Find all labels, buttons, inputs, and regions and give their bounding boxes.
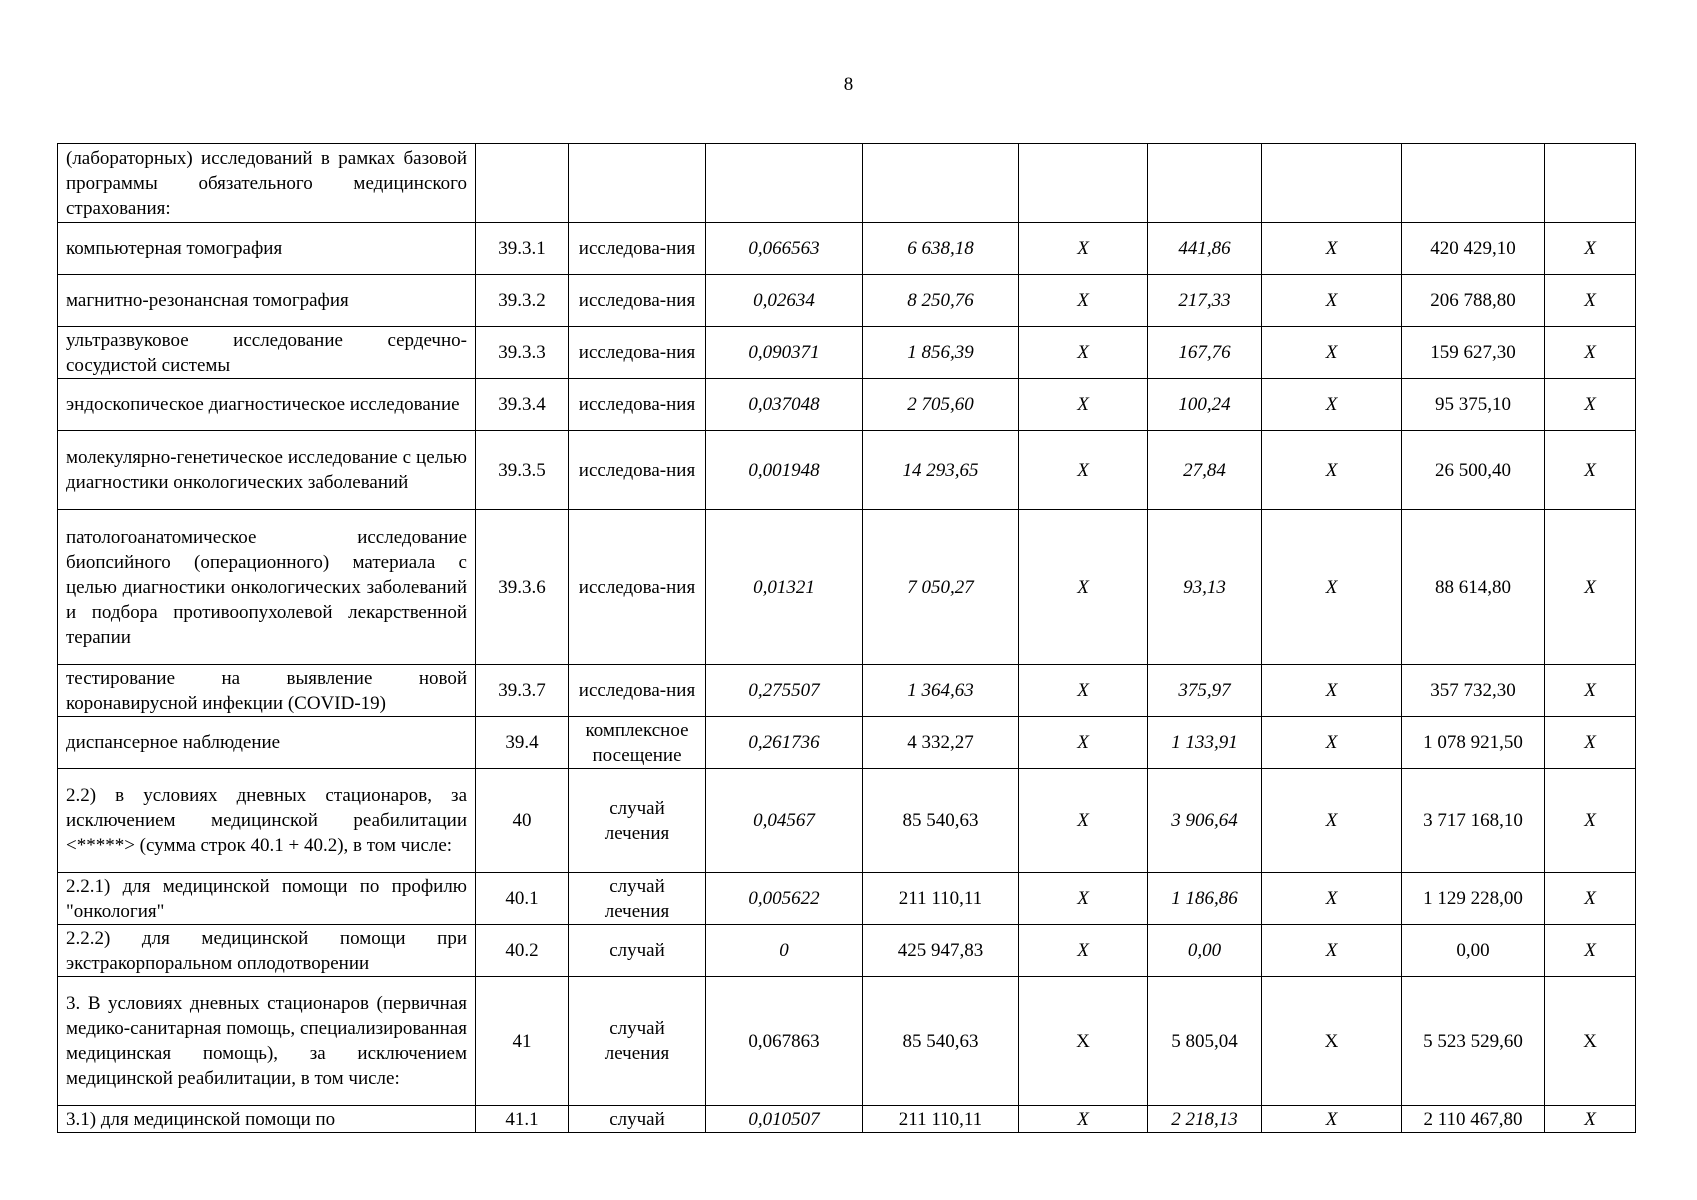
- cell-c6: X: [1019, 925, 1148, 977]
- cell-name: патологоанатомическое исследование биопсийного (операционного) материала с целью диагностики онкологических заболеваний и подбора противоопухолевой лекарственной терапии: [58, 510, 476, 665]
- cell-c9: 88 614,80: [1402, 510, 1545, 665]
- cell-c5: 425 947,83: [863, 925, 1019, 977]
- cell-c9: 3 717 168,10: [1402, 769, 1545, 873]
- cell-c4: 0: [706, 925, 863, 977]
- cell-c10: X: [1545, 769, 1636, 873]
- table-row: [58, 977, 1636, 1106]
- cell-name: эндоскопическое диагностическое исследование: [58, 379, 476, 431]
- table-row: [58, 223, 1636, 275]
- table-row: [58, 769, 1636, 873]
- cell-c4: 0,005622: [706, 873, 863, 925]
- cell-c5: 4 332,27: [863, 717, 1019, 769]
- cell-unit: исследова-ния: [569, 275, 706, 327]
- table-row: [58, 327, 1636, 379]
- table-row: [58, 665, 1636, 717]
- cell-c9: 5 523 529,60: [1402, 977, 1545, 1106]
- cell-unit: исследова-ния: [569, 327, 706, 379]
- cell-c9: [1402, 144, 1545, 223]
- cell-c6: X: [1019, 327, 1148, 379]
- cell-unit: исследова-ния: [569, 431, 706, 510]
- cell-c8: X: [1262, 769, 1402, 873]
- cell-c7: 27,84: [1148, 431, 1262, 510]
- cell-c8: X: [1262, 275, 1402, 327]
- cell-c5: 85 540,63: [863, 977, 1019, 1106]
- cell-c7: 2 218,13: [1148, 1106, 1262, 1133]
- cell-name: 2.2.1) для медицинской помощи по профилю "онкология": [58, 873, 476, 925]
- cell-c9: 1 129 228,00: [1402, 873, 1545, 925]
- cell-c4: 0,010507: [706, 1106, 863, 1133]
- cell-c5: 2 705,60: [863, 379, 1019, 431]
- cell-c8: X: [1262, 1106, 1402, 1133]
- cell-c9: 357 732,30: [1402, 665, 1545, 717]
- cell-code: 39.3.4: [476, 379, 569, 431]
- cell-c6: X: [1019, 275, 1148, 327]
- cell-c9: 95 375,10: [1402, 379, 1545, 431]
- cell-c5: 1 364,63: [863, 665, 1019, 717]
- cell-c7: [1148, 144, 1262, 223]
- cell-c6: X: [1019, 379, 1148, 431]
- cell-c5: 1 856,39: [863, 327, 1019, 379]
- cell-unit: исследова-ния: [569, 665, 706, 717]
- cell-name: тестирование на выявление новой коронавирусной инфекции (COVID-19): [58, 665, 476, 717]
- cell-c4: [706, 144, 863, 223]
- cell-code: 40.2: [476, 925, 569, 977]
- cell-c10: X: [1545, 717, 1636, 769]
- cell-c4: 0,275507: [706, 665, 863, 717]
- cell-c9: 206 788,80: [1402, 275, 1545, 327]
- cell-c4: 0,261736: [706, 717, 863, 769]
- cell-c8: X: [1262, 510, 1402, 665]
- cell-code: 40: [476, 769, 569, 873]
- cell-code: 39.3.3: [476, 327, 569, 379]
- cell-code: [476, 144, 569, 223]
- cell-c10: X: [1545, 223, 1636, 275]
- cell-c10: X: [1545, 665, 1636, 717]
- cell-c4: 0,02634: [706, 275, 863, 327]
- cell-code: 39.3.5: [476, 431, 569, 510]
- cell-c8: X: [1262, 327, 1402, 379]
- cell-unit: случай лечения: [569, 977, 706, 1106]
- cell-c9: 159 627,30: [1402, 327, 1545, 379]
- cell-c7: 3 906,64: [1148, 769, 1262, 873]
- cell-c8: X: [1262, 665, 1402, 717]
- cell-c7: 1 186,86: [1148, 873, 1262, 925]
- cell-c10: X: [1545, 275, 1636, 327]
- cell-unit: случай лечения: [569, 769, 706, 873]
- cell-name: (лабораторных) исследований в рамках базовой программы обязательного медицинского страхования:: [58, 144, 476, 223]
- cell-c10: X: [1545, 873, 1636, 925]
- cell-c9: 420 429,10: [1402, 223, 1545, 275]
- cell-c8: X: [1262, 223, 1402, 275]
- cell-c10: X: [1545, 510, 1636, 665]
- cell-c4: 0,090371: [706, 327, 863, 379]
- table-row: [58, 144, 1636, 223]
- cell-c7: 0,00: [1148, 925, 1262, 977]
- cell-c5: 7 050,27: [863, 510, 1019, 665]
- cell-c8: X: [1262, 977, 1402, 1106]
- cell-c6: X: [1019, 769, 1148, 873]
- cell-c7: 5 805,04: [1148, 977, 1262, 1106]
- cell-c6: X: [1019, 431, 1148, 510]
- cell-name: компьютерная томография: [58, 223, 476, 275]
- data-table: [57, 143, 1636, 1133]
- cell-name: 3. В условиях дневных стационаров (первичная медико-санитарная помощь, специализированная медицинская помощь), за исключением медицинской реабилитации, в том числе:: [58, 977, 476, 1106]
- cell-c7: 217,33: [1148, 275, 1262, 327]
- cell-unit: исследова-ния: [569, 379, 706, 431]
- cell-c9: 0,00: [1402, 925, 1545, 977]
- cell-unit: [569, 144, 706, 223]
- cell-c6: X: [1019, 1106, 1148, 1133]
- cell-c7: 1 133,91: [1148, 717, 1262, 769]
- table-row: [58, 379, 1636, 431]
- cell-unit: комплексное посещение: [569, 717, 706, 769]
- cell-code: 39.3.7: [476, 665, 569, 717]
- cell-c4: 0,01321: [706, 510, 863, 665]
- cell-c8: X: [1262, 379, 1402, 431]
- cell-c4: 0,067863: [706, 977, 863, 1106]
- cell-unit: случай: [569, 1106, 706, 1133]
- cell-c4: 0,001948: [706, 431, 863, 510]
- cell-c10: X: [1545, 1106, 1636, 1133]
- cell-c7: 93,13: [1148, 510, 1262, 665]
- table-row: [58, 1106, 1636, 1133]
- cell-c8: X: [1262, 925, 1402, 977]
- cell-c10: X: [1545, 431, 1636, 510]
- cell-c4: 0,066563: [706, 223, 863, 275]
- cell-c10: X: [1545, 977, 1636, 1106]
- cell-c8: X: [1262, 431, 1402, 510]
- cell-c6: X: [1019, 977, 1148, 1106]
- cell-c5: 8 250,76: [863, 275, 1019, 327]
- cell-name: 2.2) в условиях дневных стационаров, за исключением медицинской реабилитации <*****> (сумма строк 40.1 + 40.2), в том числе:: [58, 769, 476, 873]
- cell-c10: X: [1545, 327, 1636, 379]
- cell-c6: X: [1019, 717, 1148, 769]
- cell-c4: 0,04567: [706, 769, 863, 873]
- cell-c6: X: [1019, 223, 1148, 275]
- cell-c6: [1019, 144, 1148, 223]
- cell-c5: 6 638,18: [863, 223, 1019, 275]
- cell-name: ультразвуковое исследование сердечно-сосудистой системы: [58, 327, 476, 379]
- cell-c10: [1545, 144, 1636, 223]
- cell-c7: 100,24: [1148, 379, 1262, 431]
- table-row: [58, 873, 1636, 925]
- cell-code: 39.3.6: [476, 510, 569, 665]
- cell-c8: [1262, 144, 1402, 223]
- page-number: 8: [843, 74, 854, 95]
- table-row: [58, 717, 1636, 769]
- cell-c8: X: [1262, 717, 1402, 769]
- cell-c6: X: [1019, 665, 1148, 717]
- cell-code: 39.3.2: [476, 275, 569, 327]
- table-row: [58, 275, 1636, 327]
- cell-unit: исследова-ния: [569, 223, 706, 275]
- cell-unit: случай: [569, 925, 706, 977]
- cell-c5: [863, 144, 1019, 223]
- cell-code: 40.1: [476, 873, 569, 925]
- cell-c9: 1 078 921,50: [1402, 717, 1545, 769]
- cell-code: 41: [476, 977, 569, 1106]
- cell-c5: 85 540,63: [863, 769, 1019, 873]
- cell-c10: X: [1545, 925, 1636, 977]
- cell-c7: 441,86: [1148, 223, 1262, 275]
- cell-c10: X: [1545, 379, 1636, 431]
- cell-c9: 26 500,40: [1402, 431, 1545, 510]
- cell-c7: 375,97: [1148, 665, 1262, 717]
- cell-c4: 0,037048: [706, 379, 863, 431]
- cell-c7: 167,76: [1148, 327, 1262, 379]
- cell-name: 2.2.2) для медицинской помощи при экстракорпоральном оплодотворении: [58, 925, 476, 977]
- cell-c5: 14 293,65: [863, 431, 1019, 510]
- cell-name: магнитно-резонансная томография: [58, 275, 476, 327]
- table-row: [58, 925, 1636, 977]
- cell-name: молекулярно-генетическое исследование с целью диагностики онкологических заболеваний: [58, 431, 476, 510]
- table-row: [58, 510, 1636, 665]
- cell-unit: исследова-ния: [569, 510, 706, 665]
- cell-code: 39.4: [476, 717, 569, 769]
- cell-c5: 211 110,11: [863, 873, 1019, 925]
- cell-code: 41.1: [476, 1106, 569, 1133]
- cell-code: 39.3.1: [476, 223, 569, 275]
- cell-c6: X: [1019, 873, 1148, 925]
- cell-name: диспансерное наблюдение: [58, 717, 476, 769]
- cell-c9: 2 110 467,80: [1402, 1106, 1545, 1133]
- table-row: [58, 431, 1636, 510]
- cell-c5: 211 110,11: [863, 1106, 1019, 1133]
- cell-c8: X: [1262, 873, 1402, 925]
- cell-name: 3.1) для медицинской помощи по: [58, 1106, 476, 1133]
- cell-unit: случай лечения: [569, 873, 706, 925]
- cell-c6: X: [1019, 510, 1148, 665]
